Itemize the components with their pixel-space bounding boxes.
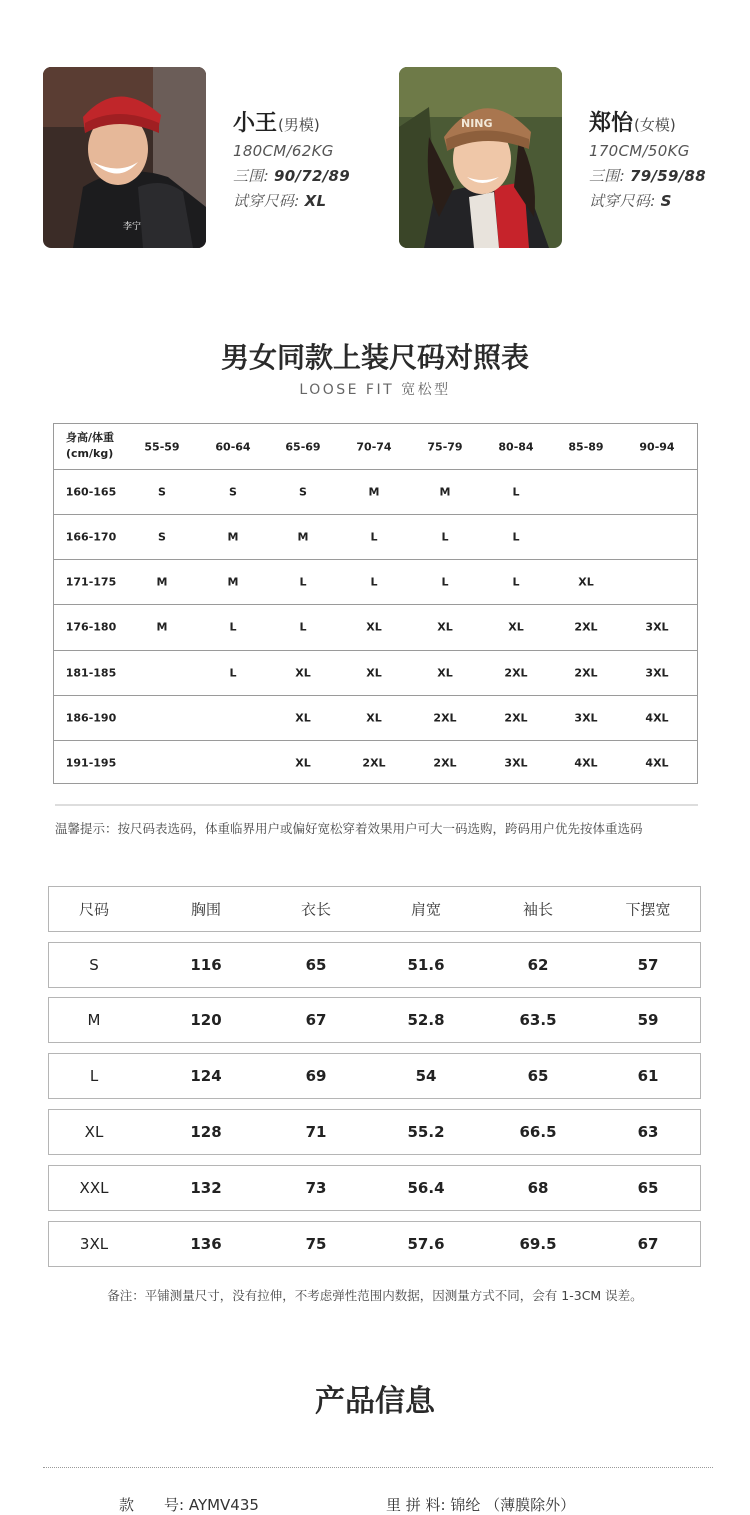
measurement-row [48,1165,701,1211]
size-cell: 3XL [645,620,669,633]
size-cell: L [512,530,520,543]
measurement-value-cell: 132 [190,1179,222,1197]
divider [55,804,698,806]
measurement-header-cell: 尺码 [78,900,110,919]
measurement-value-cell: 128 [190,1123,222,1141]
measurement-row [48,1053,701,1099]
model-trial-size: 试穿尺码: XL [233,192,327,210]
grid-row-line [54,469,697,470]
grid-row-line [54,650,697,651]
measurement-value-cell: 65 [527,1067,549,1085]
size-cell: M [439,485,451,498]
size-cell: 3XL [645,666,669,679]
size-label-cell: 3XL [79,1235,109,1253]
grid-row-line [54,559,697,560]
measurement-header-cell: 袖长 [522,900,554,919]
size-cell: L [229,620,237,633]
measurement-value-cell: 59 [637,1011,659,1029]
measurement-value-cell: 57.6 [407,1235,445,1253]
measurement-value-cell: 62 [527,956,549,974]
measurement-header-cell: 衣长 [300,900,332,919]
weight-column-header: 80-84 [498,440,534,453]
size-label-cell: S [89,956,99,974]
measurement-note: 备注：平铺测量尺寸，没有拉伸，不考虑弹性范围内数据，因测量方式不同，会有 1-3CM 误差。 [107,1288,643,1303]
measurement-value-cell: 51.6 [407,956,445,974]
size-chart-grid [53,423,698,784]
weight-column-header: 85-89 [568,440,604,453]
size-cell: L [370,530,378,543]
model-name: 小王(男模) [233,111,320,136]
height-row-header: 181-185 [65,666,117,679]
size-cell: M [156,575,168,588]
model-measurements: 三围: 79/59/88 [589,167,707,185]
size-cell: 2XL [433,711,457,724]
measurement-value-cell: 116 [190,956,222,974]
height-row-header: 191-195 [65,756,117,769]
measurement-value-cell: 65 [305,956,327,974]
measurement-value-cell: 56.4 [407,1179,445,1197]
size-cell: XL [366,620,382,633]
measurement-value-cell: 63.5 [519,1011,557,1029]
model-photo-female [399,67,562,248]
model-photo-male [43,67,206,248]
model-photo-female-image [399,67,562,248]
measurement-value-cell: 75 [305,1235,327,1253]
size-cell: S [158,530,166,543]
measurement-value-cell: 67 [305,1011,327,1029]
measurement-header-row [48,886,701,932]
size-cell: 3XL [504,756,528,769]
grid-row-line [54,740,697,741]
measurement-value-cell: 69 [305,1067,327,1085]
measurement-value-cell: 67 [637,1235,659,1253]
measurement-row [48,942,701,988]
measurement-header-cell: 肩宽 [410,900,442,919]
weight-column-header: 65-69 [285,440,321,453]
weight-column-header: 60-64 [215,440,251,453]
size-cell: 2XL [362,756,386,769]
grid-row-line [54,695,697,696]
size-cell: M [227,575,239,588]
size-tip: 温馨提示：按尺码表选码，体重临界用户或偏好宽松穿着效果用户可大一码选购，跨码用户优先按体重选码 [55,821,643,836]
size-cell: 4XL [645,756,669,769]
measurement-row [48,1109,701,1155]
measurement-header-cell: 胸围 [190,900,222,919]
size-cell: L [441,530,449,543]
grid-row-line [54,604,697,605]
svg-text:李宁: 李宁 [123,222,142,232]
size-cell: L [229,666,237,679]
model-name: 郑怡(女模) [589,111,676,136]
model-height-weight: 180CM/62KG [233,142,334,160]
measurement-row [48,997,701,1043]
measurement-value-cell: 65 [637,1179,659,1197]
measurement-value-cell: 57 [637,956,659,974]
measurement-value-cell: 63 [637,1123,659,1141]
size-cell: XL [578,575,594,588]
size-cell: 4XL [645,711,669,724]
measurement-value-cell: 71 [305,1123,327,1141]
hat-text: NING [461,117,493,130]
height-row-header: 171-175 [65,575,117,588]
weight-column-header: 70-74 [356,440,392,453]
size-cell: 2XL [574,666,598,679]
size-label-cell: M [87,1011,101,1029]
size-cell: S [299,485,307,498]
style-number: 款 号: AYMV435 [119,1496,259,1514]
size-cell: XL [295,711,311,724]
size-cell: XL [437,666,453,679]
size-cell: 2XL [504,711,528,724]
measurement-value-cell: 66.5 [519,1123,557,1141]
measurement-header-cell: 下摆宽 [625,900,671,919]
model-trial-size: 试穿尺码: S [589,192,672,210]
size-label-cell: XXL [79,1179,109,1197]
size-cell: M [227,530,239,543]
size-cell: L [370,575,378,588]
measurement-value-cell: 54 [415,1067,437,1085]
model-info-male [233,110,350,214]
measurement-value-cell: 136 [190,1235,222,1253]
size-cell: L [441,575,449,588]
size-cell: XL [295,666,311,679]
measurement-row [48,1221,701,1267]
size-cell: M [156,620,168,633]
model-measurements: 三围: 90/72/89 [233,167,351,185]
weight-column-header: 75-79 [427,440,463,453]
size-chart-title: 男女同款上装尺码对照表 [220,341,529,374]
height-row-header: 186-190 [65,711,117,724]
measurement-value-cell: 73 [305,1179,327,1197]
size-cell: S [158,485,166,498]
measurement-value-cell: 69.5 [519,1235,557,1253]
measurement-value-cell: 52.8 [407,1011,445,1029]
size-cell: XL [295,756,311,769]
size-cell: M [297,530,309,543]
height-row-header: 160-165 [65,485,117,498]
size-chart-subtitle: LOOSE FIT 宽松型 [299,382,451,398]
size-cell: L [299,575,307,588]
size-cell: L [512,485,520,498]
size-label-cell: XL [84,1123,104,1141]
measurement-value-cell: 124 [190,1067,222,1085]
measurement-value-cell: 68 [527,1179,549,1197]
model-photo-male-image [43,67,206,248]
size-cell: XL [437,620,453,633]
grid-corner-label: 身高/体重 (cm/kg) [66,431,115,460]
size-label-cell: L [89,1067,99,1085]
weight-column-header: 90-94 [639,440,675,453]
height-row-header: 166-170 [65,530,117,543]
product-info-title: 产品信息 [315,1384,435,1419]
size-cell: L [299,620,307,633]
lining-material: 里 拼 料: 锦纶 （薄膜除外） [386,1496,576,1514]
size-cell: 4XL [574,756,598,769]
weight-column-header: 55-59 [144,440,180,453]
measurement-value-cell: 120 [190,1011,222,1029]
dotted-divider [43,1467,713,1468]
height-row-header: 176-180 [65,620,117,633]
size-cell: 2XL [433,756,457,769]
measurement-value-cell: 61 [637,1067,659,1085]
model-height-weight: 170CM/50KG [589,142,690,160]
measurement-value-cell: 55.2 [407,1123,445,1141]
size-cell: 3XL [574,711,598,724]
size-cell: 2XL [504,666,528,679]
size-cell: L [512,575,520,588]
size-cell: M [368,485,380,498]
size-cell: XL [366,711,382,724]
grid-row-line [54,514,697,515]
size-cell: 2XL [574,620,598,633]
size-cell: XL [366,666,382,679]
size-cell: XL [508,620,524,633]
model-info-female [589,110,706,214]
size-cell: S [229,485,237,498]
